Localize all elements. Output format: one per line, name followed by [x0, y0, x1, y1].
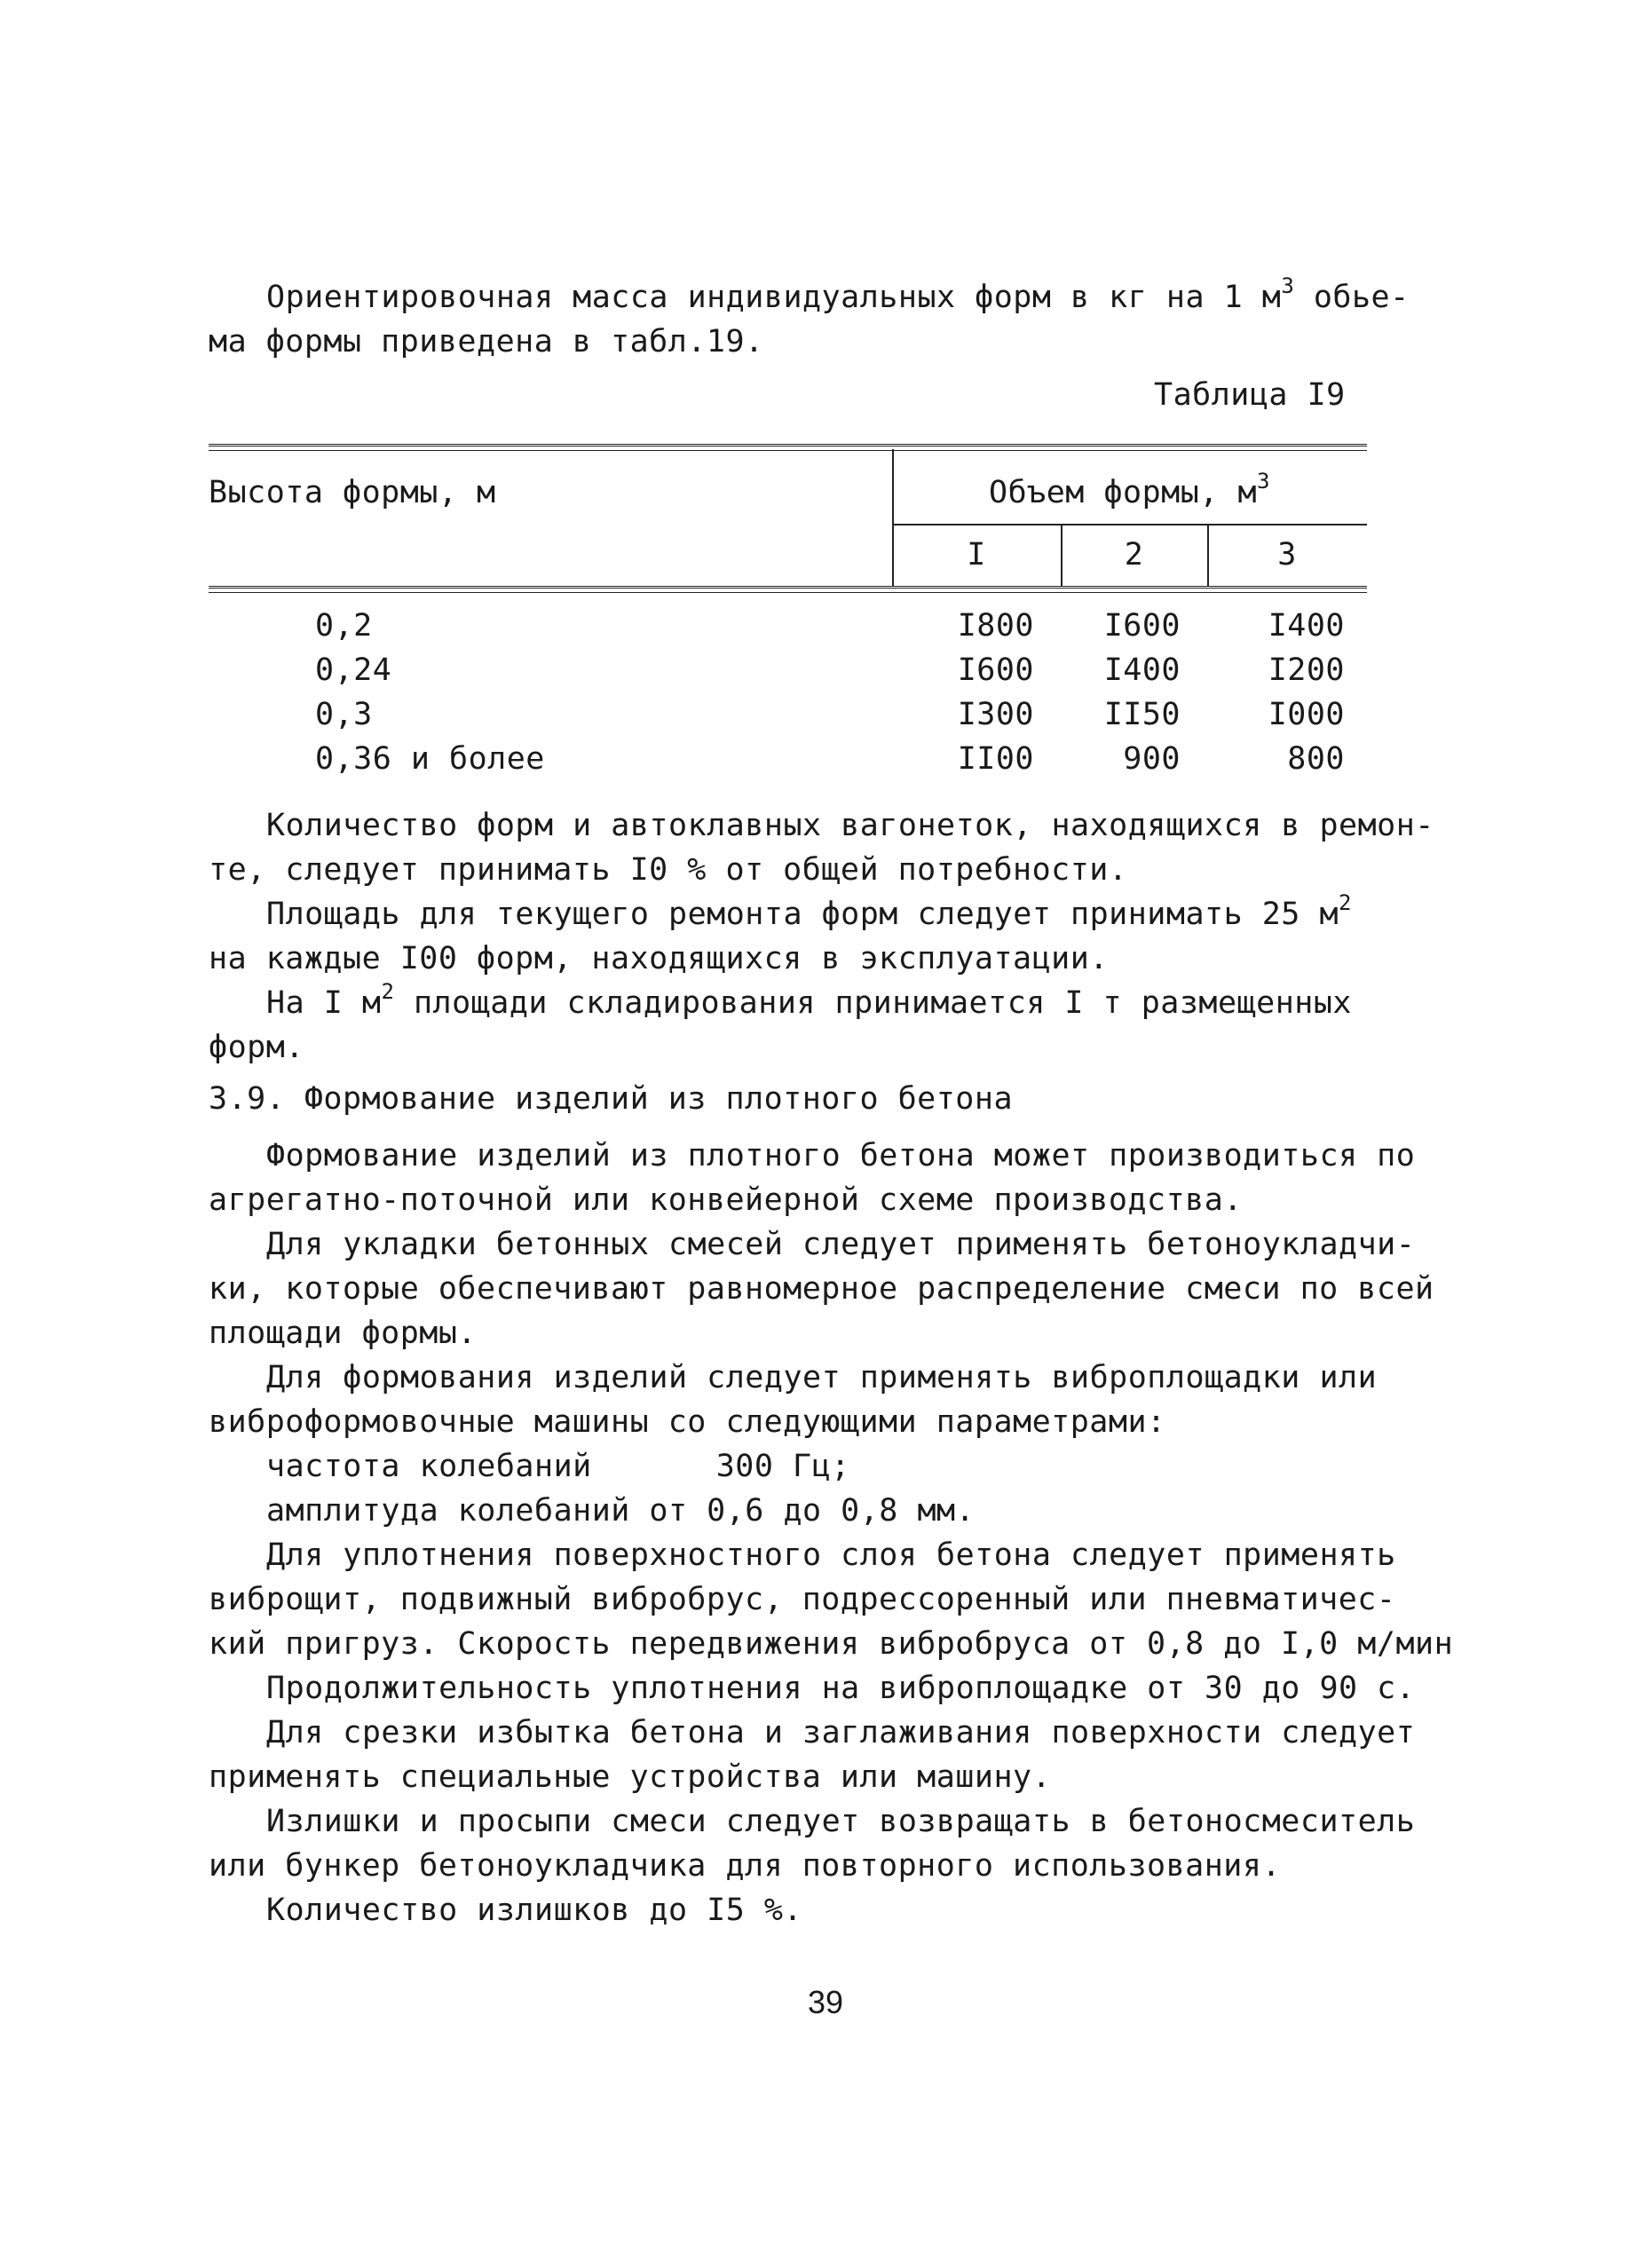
text-line: Для формования изделий следует применять виброплощадки или: [266, 1360, 1378, 1395]
header-volume: Объем формы, $м^3$: [989, 469, 1270, 510]
volume-column-1: I: [967, 537, 986, 573]
table-row: 0,3 I300 II50 I000: [315, 697, 1345, 732]
text-line: На I $м^2$ площади складирования принимается I т размещенных: [266, 979, 1352, 1021]
text-line: Количество форм и автоклавных вагонеток, находящихся в ремон-: [266, 808, 1434, 843]
table-row: 0,24 I600 I400 I200: [315, 652, 1345, 688]
table-caption: Таблица I9: [1154, 377, 1346, 413]
superscript: 2: [381, 979, 395, 1004]
table-header-rule: [209, 586, 1367, 593]
text-line: площади формы.: [209, 1316, 478, 1351]
text-line: частота колебаний 300 Гц;: [266, 1449, 850, 1484]
intro-paragraph: [209, 273, 1410, 364]
superscript: 3: [1257, 469, 1270, 494]
body-text: [209, 803, 1454, 1932]
text-line: Для срезки избытка бетона и заглаживания поверхности следует: [266, 1715, 1416, 1750]
volume-column-3: 3: [1277, 537, 1297, 573]
text-line: или бункер бетоноукладчика для повторного использования.: [209, 1848, 1282, 1884]
text-line: Площадь для текущего ремонта форм следует принимать 25 $м^2$: [266, 890, 1352, 932]
text-line: форм.: [209, 1030, 304, 1065]
header-height: Высота формы, м: [209, 475, 496, 510]
intro-line-2: ма формы приведена в табл.19.: [209, 324, 764, 360]
intro-line-1: Ориентировочная масса индивидуальных форм в кг на 1 $м^3$ обье-: [266, 273, 1410, 315]
text-line: виброформовочные машины со следующими параметрами:: [209, 1404, 1166, 1440]
section-heading: 3.9. Формование изделий из плотного бетона: [209, 1081, 1014, 1117]
text-line: те, следует принимать I0 % от общей потребности.: [209, 852, 1128, 888]
table-top-rule: [209, 444, 1367, 451]
text-line: ки, которые обеспечивают равномерное распределение смеси по всей: [209, 1271, 1434, 1307]
text-line: применять специальные устройства или машину.: [209, 1759, 1052, 1795]
text-line: агрегатно-поточной или конвейерной схеме производства.: [209, 1182, 1243, 1218]
volume-column-2: 2: [1124, 537, 1144, 573]
text-line: Формование изделий из плотного бетона может производиться по: [266, 1138, 1416, 1174]
text-line: амплитуда колебаний от 0,6 до 0,8 мм.: [266, 1493, 976, 1529]
text-line: на каждые I00 форм, находящихся в эксплуатации.: [209, 941, 1109, 976]
superscript: 2: [1339, 890, 1352, 915]
text-line: кий пригруз. Скорость передвижения вибробруса от 0,8 до I,0 м/мин: [209, 1626, 1454, 1662]
text-line: виброщит, подвижный вибробрус, подрессоренный или пневматичес-: [209, 1582, 1396, 1617]
table-row: 0,36 и более II00 900 800: [315, 741, 1345, 777]
text-line: Для уплотнения поверхностного слоя бетона следует применять: [266, 1537, 1396, 1573]
text-line: Количество излишков до I5 %.: [266, 1893, 803, 1928]
text-line: Для укладки бетонных смесей следует применять бетоноукладчи-: [266, 1227, 1416, 1262]
table-row: 0,2 I800 I600 I400: [315, 608, 1345, 644]
subheader-rule: [892, 524, 1367, 526]
page-number: 39: [807, 1984, 844, 2020]
text-line: Продолжительность уплотнения на виброплощадке от 30 до 90 с.: [266, 1671, 1416, 1706]
text-line: Излишки и просыпи смеси следует возвращать в бетоносмеситель: [266, 1804, 1416, 1839]
superscript: 3: [1281, 273, 1295, 298]
